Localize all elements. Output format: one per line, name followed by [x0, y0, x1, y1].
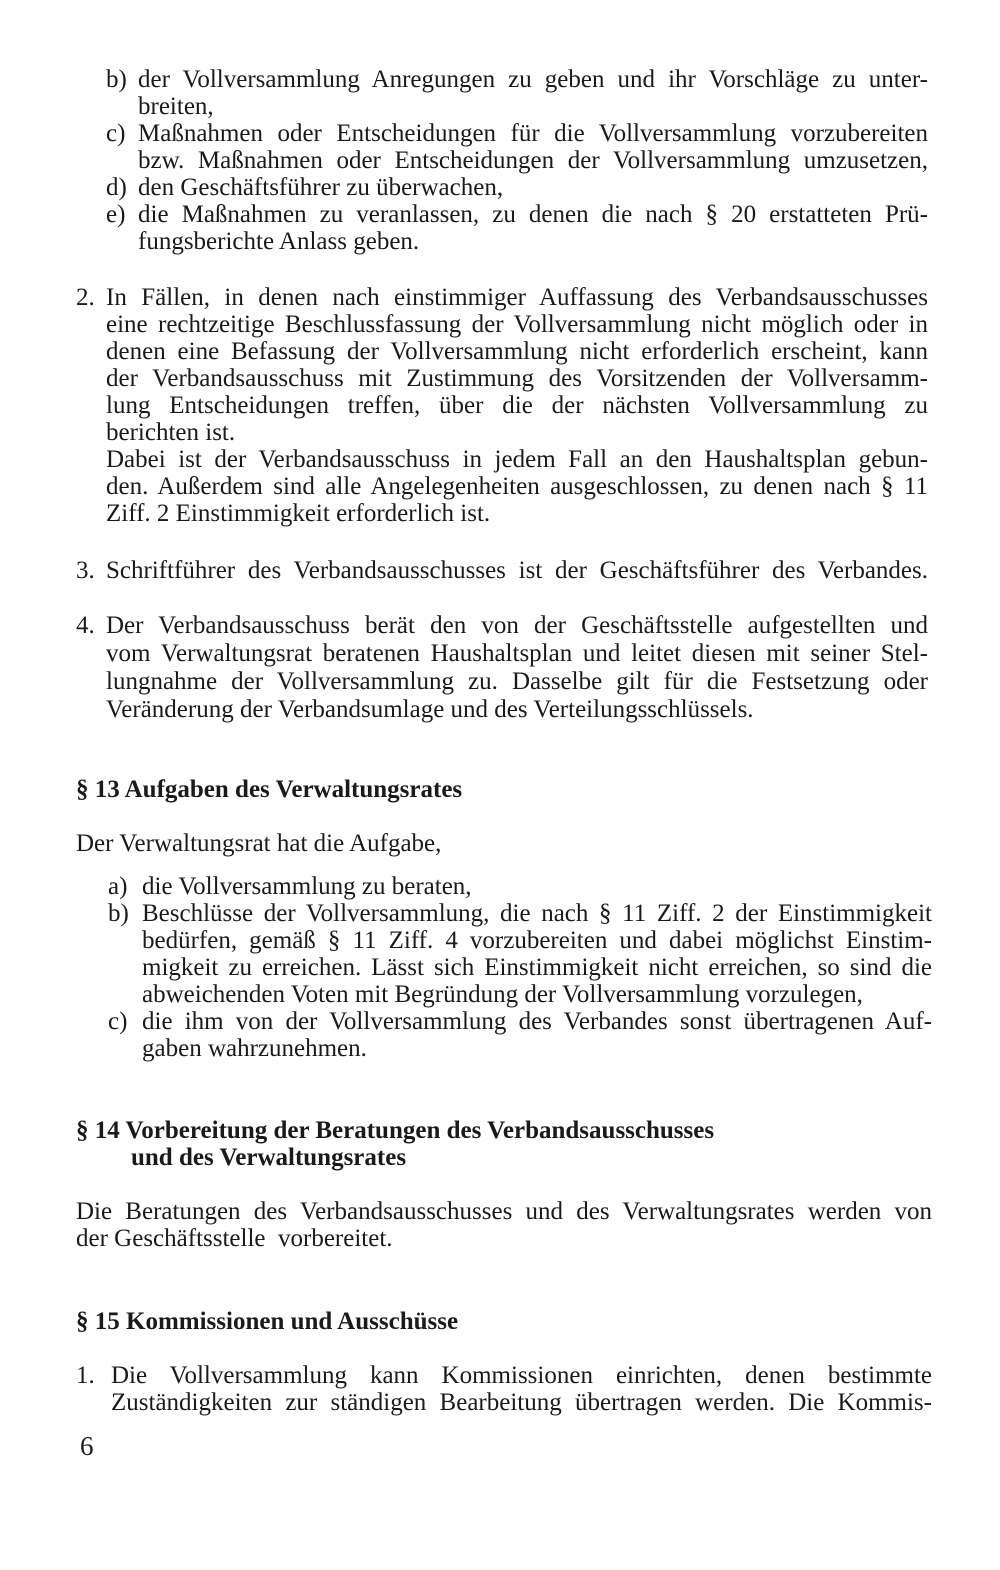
text-line: Dabei ist der Verbandsausschuss in jedem Fall an den Haushaltsplan gebun-: [106, 446, 928, 473]
section-heading-15: § 15 Kommissionen und Ausschüsse: [76, 1308, 459, 1335]
section-heading-14-cont: und des Verwaltungsrates: [131, 1144, 407, 1171]
page-number: 6: [80, 1431, 94, 1461]
list-label: a): [108, 873, 128, 900]
text-line: den Geschäftsführer zu überwachen,: [138, 174, 504, 201]
text-line: berichten ist.: [106, 419, 236, 446]
text-line: eine rechtzeitige Beschlussfassung der Vollversammlung nicht möglich oder in: [106, 311, 928, 338]
text-line: abweichenden Voten mit Begründung der Vollversammlung vorzulegen,: [142, 981, 863, 1008]
text-line: die ihm von der Vollversammlung des Verbandes sonst übertragenen Auf-: [142, 1008, 932, 1035]
text-line: der Geschäftsstelle vorbereitet.: [76, 1225, 393, 1252]
text-line: migkeit zu erreichen. Lässt sich Einstimmigkeit nicht erreichen, so sind die: [142, 954, 932, 981]
item-number: 3.: [76, 557, 95, 584]
item-number: 4.: [76, 612, 95, 639]
text-line: vom Verwaltungsrat beratenen Haushaltsplan und leitet diesen mit seiner Stel-: [106, 640, 928, 667]
text-line: Maßnahmen oder Entscheidungen für die Vollversammlung vorzubereiten: [138, 120, 928, 147]
text-line: lungnahme der Vollversammlung zu. Dasselbe gilt für die Festsetzung oder: [106, 668, 928, 695]
list-label: d): [106, 174, 127, 201]
text-line: Die Beratungen des Verbandsausschusses und des Verwaltungsrates werden von: [76, 1198, 932, 1225]
section-intro: Der Verwaltungsrat hat die Aufgabe,: [76, 830, 442, 857]
text-line: fungsberichte Anlass geben.: [138, 228, 420, 255]
text-line: bedürfen, gemäß § 11 Ziff. 4 vorzubereiten und dabei möglichst Einstim-: [142, 927, 932, 954]
text-line: Schriftführer des Verbandsausschusses ist der Geschäftsführer des Verbandes.: [106, 557, 928, 584]
text-line: die Vollversammlung zu beraten,: [142, 873, 472, 900]
item-number: 2.: [76, 284, 95, 311]
text-line: denen eine Befassung der Vollversammlung nicht erforderlich erscheint, kann: [106, 338, 928, 365]
text-line: den. Außerdem sind alle Angelegenheiten ausgeschlossen, zu denen nach § 11: [106, 473, 928, 500]
text-line: Zuständigkeiten zur ständigen Bearbeitung übertragen werden. Die Kommis-: [111, 1389, 932, 1416]
text-line: Veränderung der Verbandsumlage und des Verteilungsschlüssels.: [106, 696, 754, 723]
text-line: lung Entscheidungen treffen, über die der nächsten Vollversammlung zu: [106, 392, 928, 419]
list-label: e): [106, 201, 126, 228]
text-line: gaben wahrzunehmen.: [142, 1035, 367, 1062]
section-heading-13: § 13 Aufgaben des Verwaltungsrates: [76, 776, 463, 803]
text-line: der Vollversammlung Anregungen zu geben und ihr Vorschläge zu unter-: [138, 66, 928, 93]
text-line: Beschlüsse der Vollversammlung, die nach § 11 Ziff. 2 der Einstimmigkeit: [142, 900, 932, 927]
text-line: die Maßnahmen zu veranlassen, zu denen die nach § 20 erstatteten Prü-: [138, 201, 928, 228]
list-label: c): [106, 120, 126, 147]
item-number: 1.: [76, 1362, 95, 1389]
list-label: c): [108, 1008, 128, 1035]
text-line: Die Vollversammlung kann Kommissionen einrichten, denen bestimmte: [111, 1362, 932, 1389]
text-line: breiten,: [138, 93, 214, 120]
text-line: der Verbandsausschuss mit Zustimmung des Vorsitzenden der Vollversamm-: [106, 365, 928, 392]
list-label: b): [108, 900, 129, 927]
text-line: In Fällen, in denen nach einstimmiger Auffassung des Verbandsausschusses: [106, 284, 928, 311]
section-heading-14: § 14 Vorbereitung der Beratungen des Verbandsausschusses: [76, 1117, 715, 1144]
text-line: Ziff. 2 Einstimmigkeit erforderlich ist.: [106, 500, 491, 527]
text-line: bzw. Maßnahmen oder Entscheidungen der Vollversammlung umzusetzen,: [138, 147, 928, 174]
text-line: Der Verbandsausschuss berät den von der Geschäftsstelle aufgestellten und: [106, 612, 928, 639]
list-label: b): [106, 66, 127, 93]
